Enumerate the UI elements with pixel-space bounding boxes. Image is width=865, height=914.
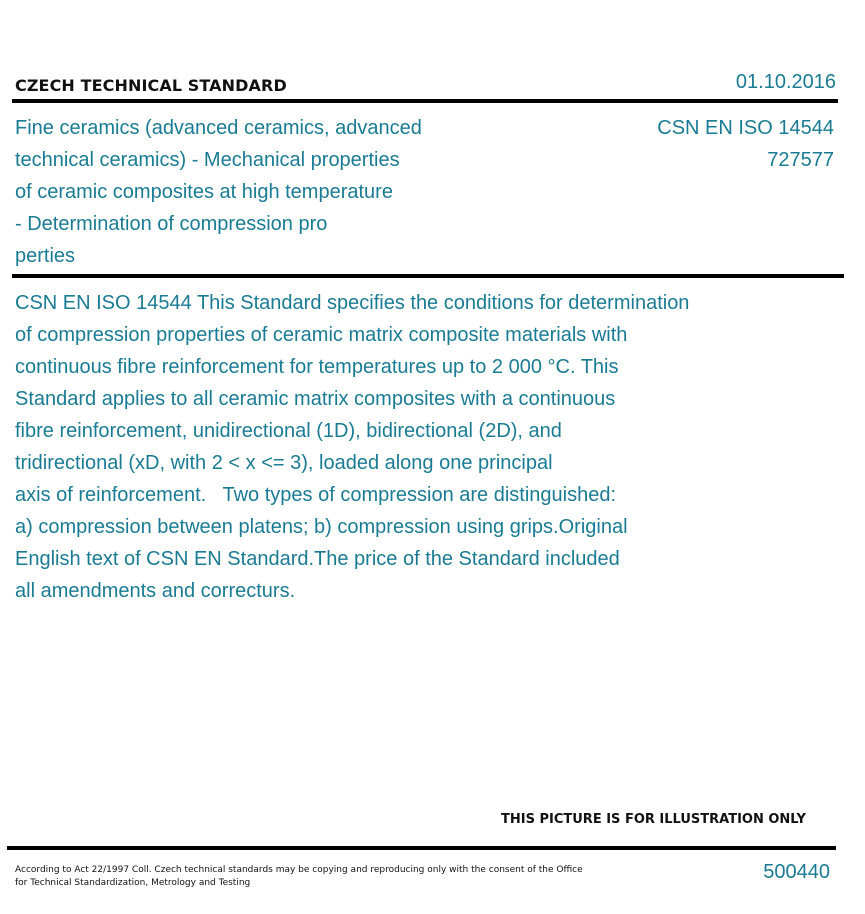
header-divider	[12, 99, 838, 103]
description-line: continuous fibre reinforcement for temperatures up to 2 000 °C. This	[15, 356, 619, 378]
description-line: a) compression between platens; b) compression using grips.Original	[15, 516, 628, 538]
illustration-disclaimer: THIS PICTURE IS FOR ILLUSTRATION ONLY	[501, 812, 806, 827]
standard-title	[15, 112, 485, 272]
description-line: CSN EN ISO 14544 This Standard specifies the conditions for determination	[15, 292, 690, 314]
description-line: of compression properties of ceramic matrix composite materials with	[15, 324, 628, 346]
title-line: perties	[15, 245, 76, 267]
standard-code: CSN EN ISO 14544	[657, 117, 834, 139]
standard-identifiers	[657, 112, 834, 176]
title-line: Fine ceramics (advanced ceramics, advanced	[15, 117, 422, 139]
description-line: Standard applies to all ceramic matrix composites with a continuous	[15, 388, 616, 410]
description-line: fibre reinforcement, unidirectional (1D), bidirectional (2D), and	[15, 420, 562, 442]
title-line: of ceramic composites at high temperature	[15, 181, 393, 203]
legal-line: for Technical Standardization, Metrology and Testing	[15, 878, 251, 888]
description-line: English text of CSN EN Standard.The price of the Standard included	[15, 548, 620, 570]
document-type-label: CZECH TECHNICAL STANDARD	[15, 76, 287, 95]
title-line: technical ceramics) - Mechanical properties	[15, 149, 400, 171]
description-line: all amendments and correcturs.	[15, 580, 296, 602]
title-line: - Determination of compression pro	[15, 213, 328, 235]
title-divider	[12, 274, 844, 278]
catalog-number: 727577	[767, 149, 834, 171]
publication-date: 01.10.2016	[735, 71, 836, 93]
footer-code: 500440	[763, 861, 830, 883]
legal-line: According to Act 22/1997 Coll. Czech technical standards may be copying and reproducing only with the consent of the Office	[15, 865, 583, 875]
legal-notice	[15, 864, 615, 890]
description-line: tridirectional (xD, with 2 < x <= 3), loaded along one principal	[15, 452, 553, 474]
description-line: axis of reinforcement. Two types of compression are distinguished:	[15, 484, 617, 506]
standard-description	[15, 287, 775, 607]
footer-divider	[7, 846, 836, 850]
